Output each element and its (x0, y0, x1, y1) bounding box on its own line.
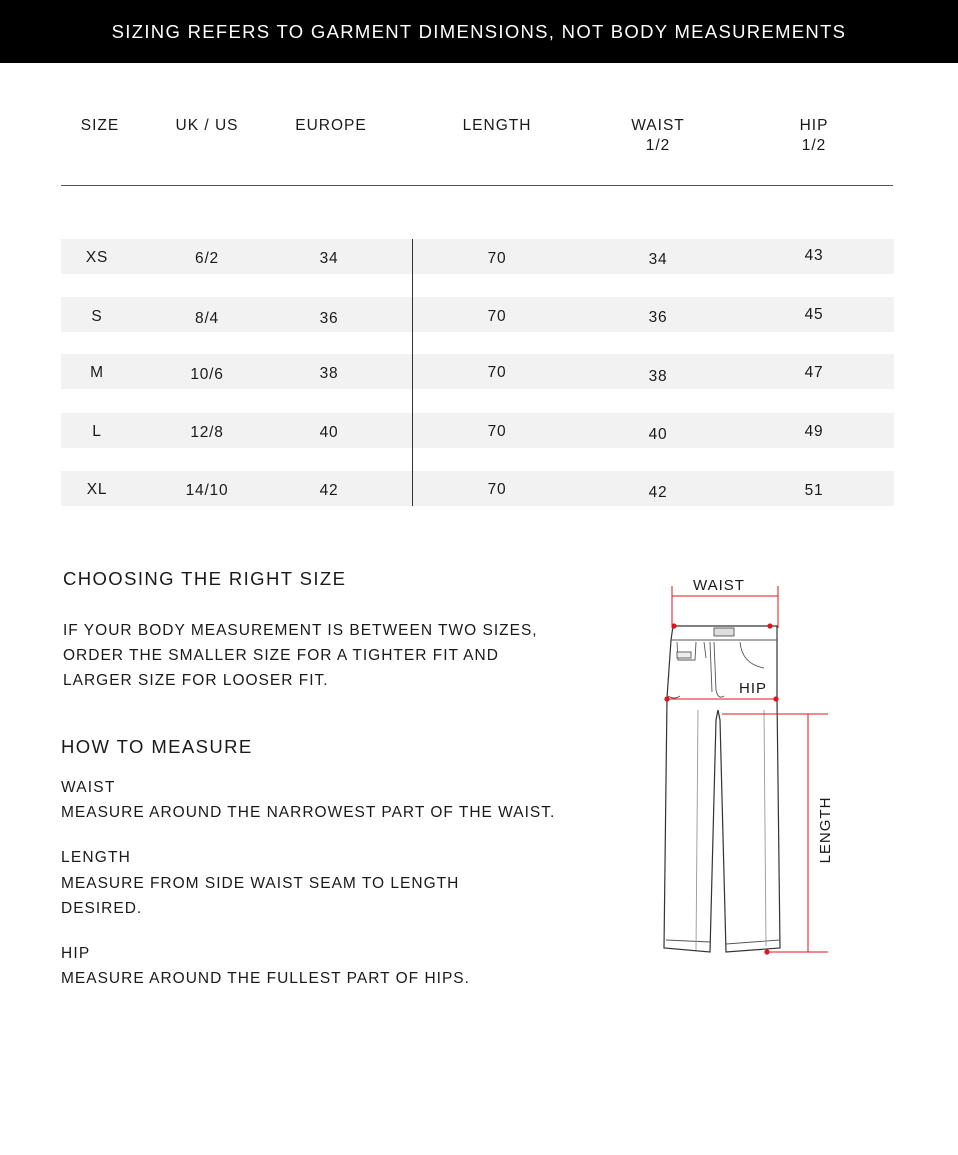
table-row (61, 297, 894, 332)
choosing-text (63, 618, 538, 693)
cell-hip: 43 (804, 247, 824, 264)
col-header-length (463, 116, 532, 136)
measure-hip-text: MEASURE AROUND THE FULLEST PART OF HIPS. (61, 970, 470, 987)
cell-length: 70 (487, 481, 507, 498)
col-header-ukus-label: UK / US (175, 117, 239, 134)
choosing-line: IF YOUR BODY MEASUREMENT IS BETWEEN TWO SIZES, (63, 622, 538, 639)
choosing-title: CHOOSING THE RIGHT SIZE (63, 568, 347, 589)
cell-waist: 42 (648, 484, 668, 501)
col-header-ukus (176, 116, 239, 136)
cell-hip: 47 (804, 364, 824, 381)
cell-ukus: 14/10 (185, 482, 229, 499)
cell-length: 70 (487, 423, 507, 440)
table-row (61, 354, 894, 389)
cell-europe: 38 (319, 365, 339, 382)
cell-hip: 45 (804, 306, 824, 323)
cell-ukus: 12/8 (190, 424, 224, 441)
cell-hip: 49 (804, 423, 824, 440)
choosing-line: LARGER SIZE FOR LOOSER FIT. (63, 672, 329, 689)
col-header-europe (295, 116, 366, 136)
trousers-icon (664, 626, 780, 952)
cell-size: XL (86, 481, 108, 498)
col-header-size (81, 116, 119, 136)
col-header-size-label: SIZE (80, 117, 120, 134)
col-header-waist-sub: 1/2 (645, 137, 671, 154)
col-header-europe-label: EUROPE (295, 117, 367, 134)
how-to-measure-title: HOW TO MEASURE (61, 736, 253, 757)
cell-waist: 34 (648, 251, 668, 268)
header-divider (61, 185, 893, 186)
cell-size: M (90, 364, 104, 381)
cell-size: XS (85, 249, 109, 266)
trousers-diagram (640, 560, 850, 970)
cell-waist: 36 (648, 309, 668, 326)
cell-waist: 40 (648, 426, 668, 443)
cell-waist: 38 (648, 368, 668, 385)
sizing-banner (0, 0, 958, 63)
col-header-hip-sub: 1/2 (801, 137, 827, 154)
table-row (61, 413, 894, 448)
measure-length-line: MEASURE FROM SIDE WAIST SEAM TO LENGTH (61, 875, 460, 892)
cell-europe: 42 (319, 482, 339, 499)
cell-size: S (91, 308, 103, 325)
col-header-waist-label: WAIST (631, 117, 685, 134)
hip-label: HIP (739, 680, 768, 697)
cell-length: 70 (487, 364, 507, 381)
measure-length-heading: LENGTH (61, 849, 132, 866)
cell-ukus: 6/2 (195, 250, 219, 267)
cell-length: 70 (487, 250, 507, 267)
measure-length-line: DESIRED. (61, 900, 143, 917)
cell-ukus: 8/4 (195, 310, 219, 327)
cell-ukus: 10/6 (190, 366, 224, 383)
col-header-length-label: LENGTH (462, 117, 532, 134)
choosing-line: ORDER THE SMALLER SIZE FOR A TIGHTER FIT AND (63, 647, 499, 664)
column-separator (412, 239, 413, 506)
cell-europe: 36 (319, 310, 339, 327)
col-header-hip (800, 116, 829, 156)
cell-europe: 34 (319, 250, 339, 267)
cell-length: 70 (487, 308, 507, 325)
col-header-waist (631, 116, 685, 156)
banner-text: SIZING REFERS TO GARMENT DIMENSIONS, NOT BODY MEASUREMENTS (111, 20, 847, 42)
cell-europe: 40 (319, 424, 339, 441)
measure-waist-text: MEASURE AROUND THE NARROWEST PART OF THE WAIST. (61, 804, 556, 821)
waist-label: WAIST (693, 577, 745, 594)
table-row (61, 239, 894, 274)
measure-length-text (61, 871, 459, 921)
measure-waist-heading: WAIST (61, 779, 116, 796)
measure-hip-heading: HIP (61, 945, 91, 962)
cell-hip: 51 (804, 482, 824, 499)
length-label: LENGTH (817, 796, 834, 864)
cell-size: L (92, 423, 102, 440)
col-header-hip-label: HIP (799, 117, 829, 134)
